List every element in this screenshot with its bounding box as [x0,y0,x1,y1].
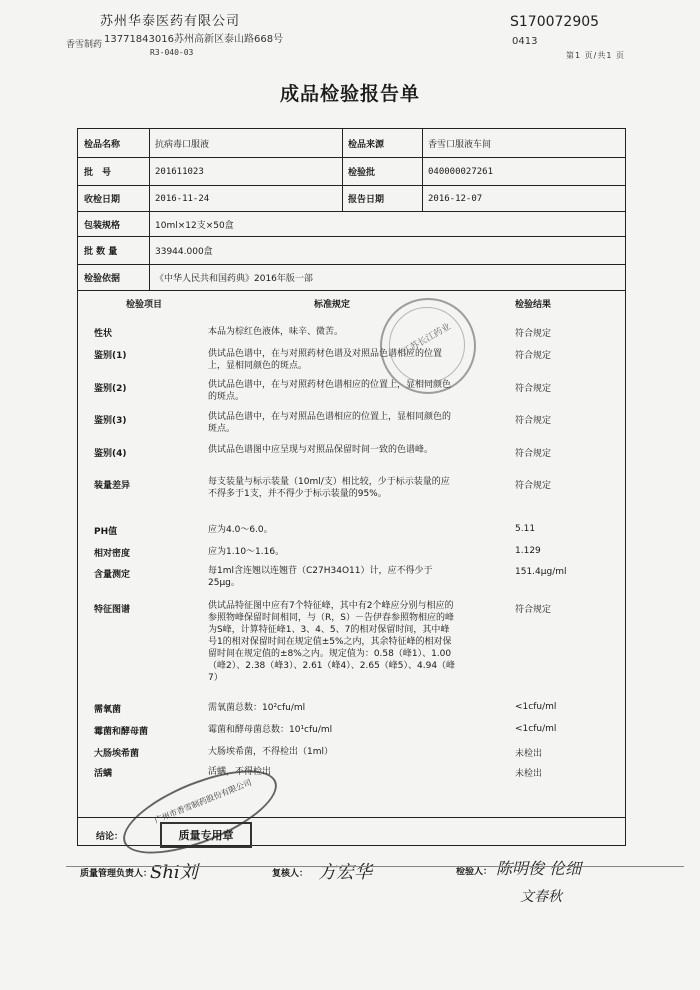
batch-label: 批 号 [84,168,112,178]
item-name: 含量测定 [94,570,131,580]
item-result: <1cfu/ml [515,724,557,734]
source-label: 检品来源 [348,139,385,150]
item-standard: 本品为棕红色液体，味辛、微苦。 [208,327,344,337]
company-name: 苏州华泰医药有限公司 [100,14,241,29]
basis-label: 检验依据 [84,274,121,284]
item-result: 1.129 [515,546,541,556]
item-result: 符合规定 [515,449,552,459]
batch-value: 201611023 [155,166,204,177]
inspector-signature-2: 文春秋 [520,889,562,905]
row-dates [78,186,625,212]
item-standard: 供试品色谱中，在与对照品色谱相应的位置上，显相同颜色的斑点。 [208,412,452,434]
sub-number: 0413 [512,36,538,47]
item-standard: 供试品色谱中，在与对照药材色谱及对照品色谱相应的位置上，显相同颜色的斑点。 [208,349,443,371]
item-standard: 供试品特征图中应有7个特征峰，其中有2个峰应分别与相应的参照物峰保留时间相同，与（R，S）－告伊春参照物相应的峰为S峰，计算特征峰1、3、4、5、7的相对保留时间，其中峰号1的相对保留时间在规定值±5%之内，其余特征峰的相对保留时间在规定值的±8%之内。规定值为：0.58（峰1）、1.00（峰2）、2.38（峰3）、2.61（峰4）、2.65（峰5）、4.94（峰7） [208,601,456,683]
inspector-signature: 陈明俊 伦细 [496,859,582,878]
col-standard-header: 标准规定 [314,300,351,310]
report-table [77,128,626,846]
report-value: 2016-12-07 [428,193,483,204]
oval-seal-text: 广州市香雪制药股份有限公司 [153,777,253,826]
item-result: 符合规定 [515,384,552,394]
row-spec [78,212,625,237]
source-value: 香雪口服液车间 [428,139,492,150]
page-title: 成品检验报告单 [279,83,420,105]
inspect-batch-value: 040000027261 [428,166,494,177]
review-signature: 方宏华 [318,862,372,883]
inspect-batch-label: 检验批 [348,168,376,178]
item-name: 鉴别(4) [94,449,127,459]
quality-stamp: 质量专用章 [160,822,252,848]
item-result: 符合规定 [515,351,552,361]
row-basis [78,265,625,291]
item-result: <1cfu/ml [515,702,557,712]
items-section [78,291,625,779]
item-name: PH值 [94,527,118,537]
row-qty [78,237,625,265]
item-name: 特征图谱 [94,605,131,615]
company-contact: 13771843016苏州高新区泰山路668号 [104,34,284,45]
item-name: 鉴别(2) [94,384,127,394]
doc-code: R3-040-03 [150,48,194,57]
round-seal-text: 江苏长江药业 [400,321,453,358]
item-result: 5.11 [515,524,536,534]
item-standard: 应为1.10～1.16。 [208,547,285,557]
qty-value: 33944.000盒 [155,247,213,257]
item-name: 大肠埃希菌 [94,749,140,759]
left-tag: 香雪制药 [66,40,103,50]
received-value: 2016-11-24 [155,193,210,204]
item-result: 151.4μg/ml [515,567,567,577]
item-name: 霉菌和酵母菌 [94,727,149,737]
item-name: 相对密度 [94,549,131,559]
item-result: 符合规定 [515,329,552,339]
item-standard: 每1ml含连翘以连翘苷（C27H34O11）计，应不得少于25μg。 [208,566,433,588]
col-item-header: 检验项目 [126,300,163,310]
item-standard: 供试品色谱图中应呈现与对照品保留时间一致的色谱峰。 [208,445,434,455]
item-result: 未检出 [515,749,543,759]
item-standard: 活螨，不得检出 [208,767,272,777]
item-standard: 应为4.0～6.0。 [208,525,273,535]
conclusion-label: 结论： [96,832,124,842]
review-label: 复核人： [272,869,309,879]
basis-value: 《中华人民共和国药典》2016年版一部 [155,274,313,284]
item-standard: 霉菌和酵母菌总数：10¹cfu/ml [208,725,333,735]
inspector-label: 检验人： [456,867,493,877]
row-batch [78,158,625,186]
received-label: 收检日期 [84,195,121,205]
spec-value: 10ml×12支×50盒 [155,220,234,231]
item-name: 活螨 [94,769,113,779]
item-result: 未检出 [515,769,543,779]
item-result: 符合规定 [515,416,552,426]
item-standard: 需氧菌总数：10²cfu/ml [208,703,306,713]
item-name: 装量差异 [94,481,131,491]
page-indicator: 第1 页/共1 页 [566,51,625,60]
item-name: 鉴别(3) [94,416,127,426]
item-result: 符合规定 [515,481,552,491]
bottom-rule [66,866,684,867]
qa-signature: Shi刘 [150,862,198,883]
item-standard: 每支装量与标示装量（10ml/支）相比较，少于标示装量的应不得多于1支，并不得少于标示装量的95%。 [208,477,450,499]
qa-label: 质量管理负责人： [80,869,153,879]
item-name: 鉴别(1) [94,351,127,361]
product-value: 抗病毒口服液 [155,139,210,150]
col-result-header: 检验结果 [515,300,552,310]
item-result: 符合规定 [515,605,552,615]
item-name: 性状 [94,329,113,339]
item-standard: 大肠埃希菌，不得检出（1ml） [208,747,333,757]
spec-label: 包装规格 [84,220,121,231]
item-standard: 供试品色谱中，在与对照药材色谱相应的位置上，显相同颜色的斑点。 [208,380,452,402]
serial-number: S170072905 [510,14,600,30]
qty-label: 批 数 量 [84,247,118,257]
row-product [78,129,625,158]
product-label: 检品名称 [84,139,121,150]
item-name: 需氧菌 [94,705,122,715]
report-label: 报告日期 [348,195,385,205]
